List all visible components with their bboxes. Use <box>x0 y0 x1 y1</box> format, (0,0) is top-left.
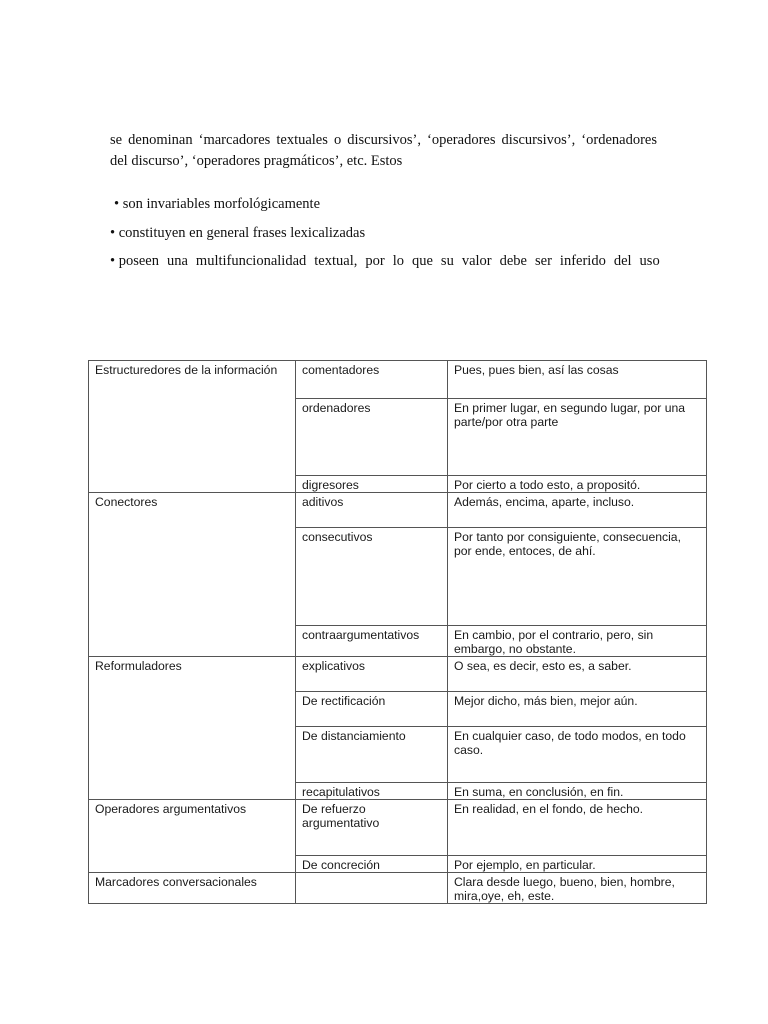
category-cell: Marcadores conversacionales <box>89 873 296 904</box>
examples-cell: Mejor dicho, más bien, mejor aún. <box>448 692 707 727</box>
type-cell: De refuerzo argumentativo <box>296 800 448 856</box>
type-cell: De concreción <box>296 856 448 873</box>
discourse-markers-table <box>88 360 707 904</box>
examples-cell: Por ejemplo, en particular. <box>448 856 707 873</box>
examples-cell: Además, encima, aparte, incluso. <box>448 493 707 528</box>
bullet-text: constituyen en general frases lexicalizadas <box>118 225 366 241</box>
type-cell: De rectificación <box>296 692 448 727</box>
examples-cell: Clara desde luego, bueno, bien, hombre, mira,oye, eh, este. <box>448 873 707 904</box>
type-cell: comentadores <box>296 361 448 399</box>
bullet-marker: • <box>114 196 120 212</box>
bullet-item <box>110 224 365 242</box>
type-cell <box>296 873 448 904</box>
examples-cell: Por cierto a todo esto, a propositó. <box>448 476 707 493</box>
examples-cell: En cambio, por el contrario, pero, sin embargo, no obstante. <box>448 626 707 657</box>
examples-cell: Por tanto por consiguiente, consecuencia, por ende, entoces, de ahí. <box>448 528 707 626</box>
bullet-item <box>110 252 660 270</box>
type-cell: consecutivos <box>296 528 448 626</box>
type-cell: contraargumentativos <box>296 626 448 657</box>
table-row <box>89 493 707 528</box>
table-row <box>89 800 707 856</box>
bullet-marker: • <box>110 225 116 241</box>
bullet-item <box>114 195 320 213</box>
type-cell: recapitulativos <box>296 783 448 800</box>
category-cell: Reformuladores <box>89 657 296 800</box>
bullet-marker: • <box>110 253 116 269</box>
examples-cell: En realidad, en el fondo, de hecho. <box>448 800 707 856</box>
table-row <box>89 873 707 904</box>
type-cell: explicativos <box>296 657 448 692</box>
type-cell: ordenadores <box>296 399 448 476</box>
bullet-text: son invariables morfológicamente <box>122 196 321 212</box>
examples-cell: En cualquier caso, de todo modos, en todo caso. <box>448 727 707 783</box>
type-cell: aditivos <box>296 493 448 528</box>
bullet-text: poseen una multifuncionalidad textual, por lo que su valor debe ser inferido del uso <box>118 253 660 269</box>
category-cell: Conectores <box>89 493 296 657</box>
examples-cell: En primer lugar, en segundo lugar, por una parte/por otra parte <box>448 399 707 476</box>
examples-cell: O sea, es decir, esto es, a saber. <box>448 657 707 692</box>
table-row <box>89 657 707 692</box>
category-cell: Operadores argumentativos <box>89 800 296 873</box>
examples-cell: Pues, pues bien, así las cosas <box>448 361 707 399</box>
table-row <box>89 361 707 399</box>
category-cell: Estructuredores de la información <box>89 361 296 493</box>
intro-paragraph: se denominan ‘marcadores textuales o discursivos’, ‘operadores discursivos’, ‘ordenadores del discurso’, ‘operadores pragmáticos’, etc. Estos <box>110 132 657 169</box>
type-cell: De distanciamiento <box>296 727 448 783</box>
type-cell: digresores <box>296 476 448 493</box>
examples-cell: En suma, en conclusión, en fin. <box>448 783 707 800</box>
